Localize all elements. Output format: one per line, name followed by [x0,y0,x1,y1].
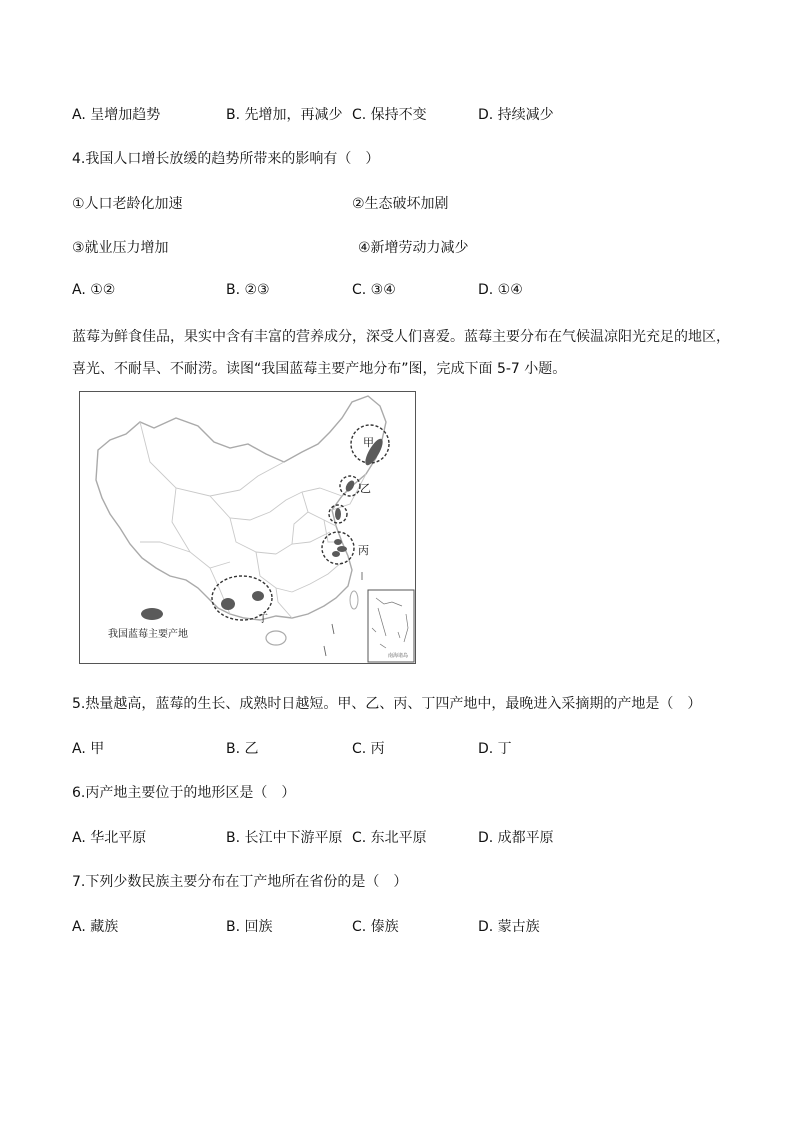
q5-stem: 5.热量越高，蓝莓的生长、成熟时日越短。甲、乙、丙、丁四产地中，最晚进入采摘期的产地是（ ） [72,696,702,712]
q3-option-d[interactable]: D. 持续减少 [478,107,554,123]
taiwan-island [350,591,358,609]
region-bing-marker-3 [332,551,340,557]
q6-option-c[interactable]: C. 东北平原 [352,830,427,846]
q7-option-d[interactable]: D. 蒙古族 [478,919,540,935]
q5-option-d[interactable]: D. 丁 [478,741,512,757]
q3-option-a[interactable]: A. 呈增加趋势 [72,107,161,123]
blueberry-map-figure [79,391,416,664]
q7-option-b[interactable]: B. 回族 [226,919,273,935]
q6-option-a[interactable]: A. 华北平原 [72,830,147,846]
region-small-marker [335,508,341,520]
region-bing-marker-1 [334,539,342,545]
q4-option-c[interactable]: C. ③④ [352,282,396,298]
china-outline [96,396,386,620]
label-ding: 丁 [258,614,268,625]
q5-option-c[interactable]: C. 丙 [352,741,385,757]
passage-line-1: 蓝莓为鲜食佳品，果实中含有丰富的营养成分，深受人们喜爱。蓝莓主要分布在气候温凉阳光充足的地区， [72,329,730,345]
region-bing-marker-2 [337,546,347,552]
q4-item-3: ③就业压力增加 [72,240,169,256]
q6-option-d[interactable]: D. 成都平原 [478,830,554,846]
q7-option-a[interactable]: A. 藏族 [72,919,119,935]
q7-option-c[interactable]: C. 傣族 [352,919,399,935]
q4-item-1: ①人口老龄化加速 [72,196,183,212]
q4-option-b[interactable]: B. ②③ [226,282,270,298]
label-bing: 丙 [358,544,369,557]
q6-option-b[interactable]: B. 长江中下游平原 [226,830,343,846]
china-map [80,392,415,663]
legend-text: 我国蓝莓主要产地 [108,629,188,640]
q6-stem: 6.丙产地主要位于的地形区是（ ） [72,785,296,801]
label-yi: 乙 [360,482,371,495]
inset-caption: 南海诸岛 [388,653,409,659]
q7-stem: 7.下列少数民族主要分布在丁产地所在省份的是（ ） [72,874,408,890]
label-jia: 甲 [363,436,374,449]
q3-option-b[interactable]: B. 先增加，再减少 [226,107,343,123]
hainan-island [266,631,286,645]
q4-option-a[interactable]: A. ①② [72,282,116,298]
q5-option-a[interactable]: A. 甲 [72,741,105,757]
region-ding-marker-1 [221,598,235,610]
passage-line-2: 喜光、不耐旱、不耐涝。读图“我国蓝莓主要产地分布”图，完成下面 5-7 小题。 [72,361,567,377]
q3-option-c[interactable]: C. 保持不变 [352,107,427,123]
q4-item-2: ②生态破坏加剧 [352,196,449,212]
q4-stem: 4.我国人口增长放缓的趋势所带来的影响有（ ） [72,151,380,167]
legend-marker [141,608,163,620]
q4-item-4: ④新增劳动力减少 [358,240,469,256]
q4-option-d[interactable]: D. ①④ [478,282,523,298]
region-ding-marker-2 [252,591,264,601]
q5-option-b[interactable]: B. 乙 [226,741,259,757]
